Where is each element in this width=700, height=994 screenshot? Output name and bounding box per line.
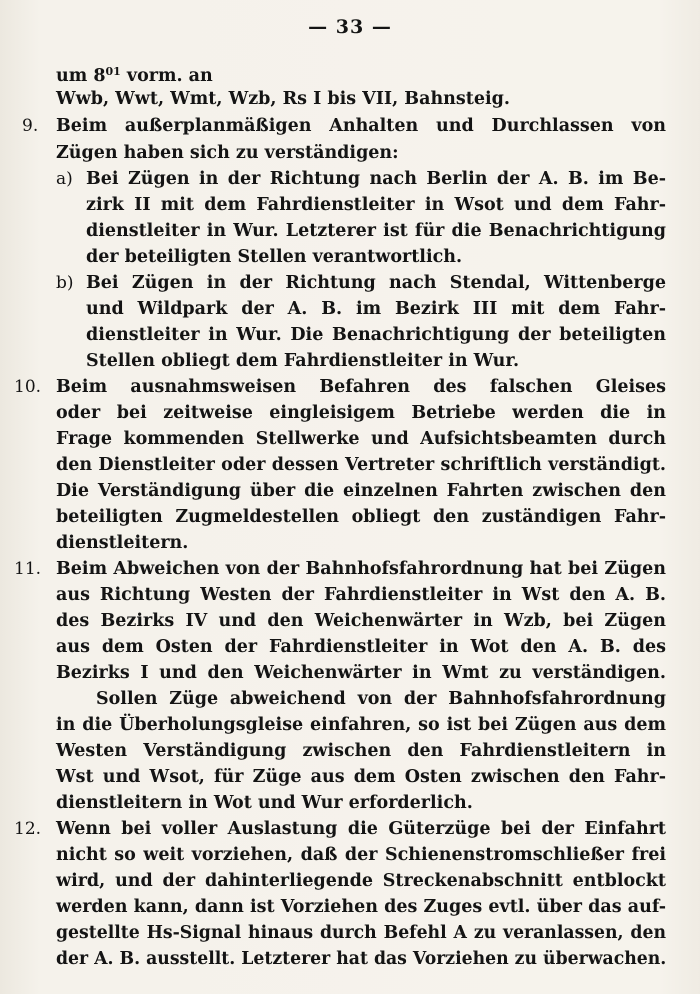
section-12-line: nicht so weit vorziehen, daß der Schienenstromschließer frei: [56, 845, 666, 865]
section-12-line: gestellte Hs-Signal hinaus durch Befehl A zu veranlassen, den: [56, 923, 666, 943]
section-11-line: Beim Abweichen von der Bahnhofsfahrordnung hat bei Zügen: [56, 559, 666, 579]
section-11-line: Bezirks I und den Weichenwärter in Wmt zu verständigen.: [56, 663, 666, 683]
section-9-line: Beim außerplanmäßigen Anhalten und Durchlassen von: [56, 116, 666, 136]
section-10-line: dienstleitern.: [56, 533, 189, 553]
item-b-line: und Wildpark der A. B. im Bezirk III mit dem Fahr-: [86, 299, 666, 319]
section-9-line: Zügen haben sich zu verständigen:: [56, 143, 399, 163]
section-number-12: 12.: [14, 819, 42, 839]
section-number-10: 10.: [14, 377, 42, 397]
section-10-line: Die Verständigung über die einzelnen Fahrten zwischen den: [56, 481, 666, 501]
item-b-line: dienstleiter in Wur. Die Benachrichtigung der beteiligten: [86, 325, 666, 345]
item-a-line: zirk II mit dem Fahrdienstleiter in Wsot und dem Fahr-: [86, 195, 666, 215]
section-number-11: 11.: [14, 559, 42, 579]
intro-line-2: Wwb, Wwt, Wmt, Wzb, Rs I bis VII, Bahnsteig.: [56, 89, 510, 109]
item-marker-a: a): [56, 169, 73, 189]
section-11-line: Sollen Züge abweichend von der Bahnhofsfahrordnung: [96, 689, 666, 709]
section-10-line: oder bei zeitweise eingleisigem Betriebe werden die in: [56, 403, 666, 423]
section-12-line: wird, und der dahinterliegende Streckenabschnitt entblockt: [56, 871, 666, 891]
section-11-line: Wst und Wsot, für Züge aus dem Osten zwischen den Fahr-: [56, 767, 666, 787]
section-12-line: werden kann, dann ist Vorziehen des Zuges evtl. über das auf-: [56, 897, 666, 917]
section-10-line: den Dienstleiter oder dessen Vertreter schriftlich verständigt.: [56, 455, 666, 475]
item-a-line: Bei Zügen in der Richtung nach Berlin der A. B. im Be-: [86, 169, 666, 189]
item-a-line: dienstleiter in Wur. Letzterer ist für die Benachrichtigung: [86, 221, 666, 241]
section-11-line: des Bezirks IV und den Weichenwärter in Wzb, bei Zügen: [56, 611, 666, 631]
section-11-line: aus Richtung Westen der Fahrdienstleiter in Wst den A. B.: [56, 585, 666, 605]
section-11-line: dienstleitern in Wot und Wur erforderlich.: [56, 793, 473, 813]
section-number-9: 9.: [22, 116, 39, 136]
section-11-line: Westen Verständigung zwischen den Fahrdienstleitern in: [56, 741, 666, 761]
section-10-line: Frage kommenden Stellwerke und Aufsichtsbeamten durch: [56, 429, 666, 449]
item-marker-b: b): [56, 273, 74, 293]
item-a-line: der beteiligten Stellen verantwortlich.: [86, 247, 463, 267]
item-b-line: Bei Zügen in der Richtung nach Stendal, Wittenberge: [86, 273, 666, 293]
section-12-line: der A. B. ausstellt. Letzterer hat das Vorziehen zu überwachen.: [56, 949, 667, 969]
section-10-line: beteiligten Zugmeldestellen obliegt den zuständigen Fahr-: [56, 507, 666, 527]
intro-line-1: um $8^{01}$ vorm. an: [56, 65, 213, 86]
section-12-line: Wenn bei voller Auslastung die Güterzüge bei der Einfahrt: [56, 819, 666, 839]
section-11-line: in die Überholungsgleise einfahren, so ist bei Zügen aus dem: [56, 715, 666, 735]
item-b-line: Stellen obliegt dem Fahrdienstleiter in Wur.: [86, 351, 520, 371]
section-10-line: Beim ausnahmsweisen Befahren des falschen Gleises: [56, 377, 666, 397]
section-11-line: aus dem Osten der Fahrdienstleiter in Wot den A. B. des: [56, 637, 666, 657]
page-number: — 33 —: [308, 16, 392, 38]
